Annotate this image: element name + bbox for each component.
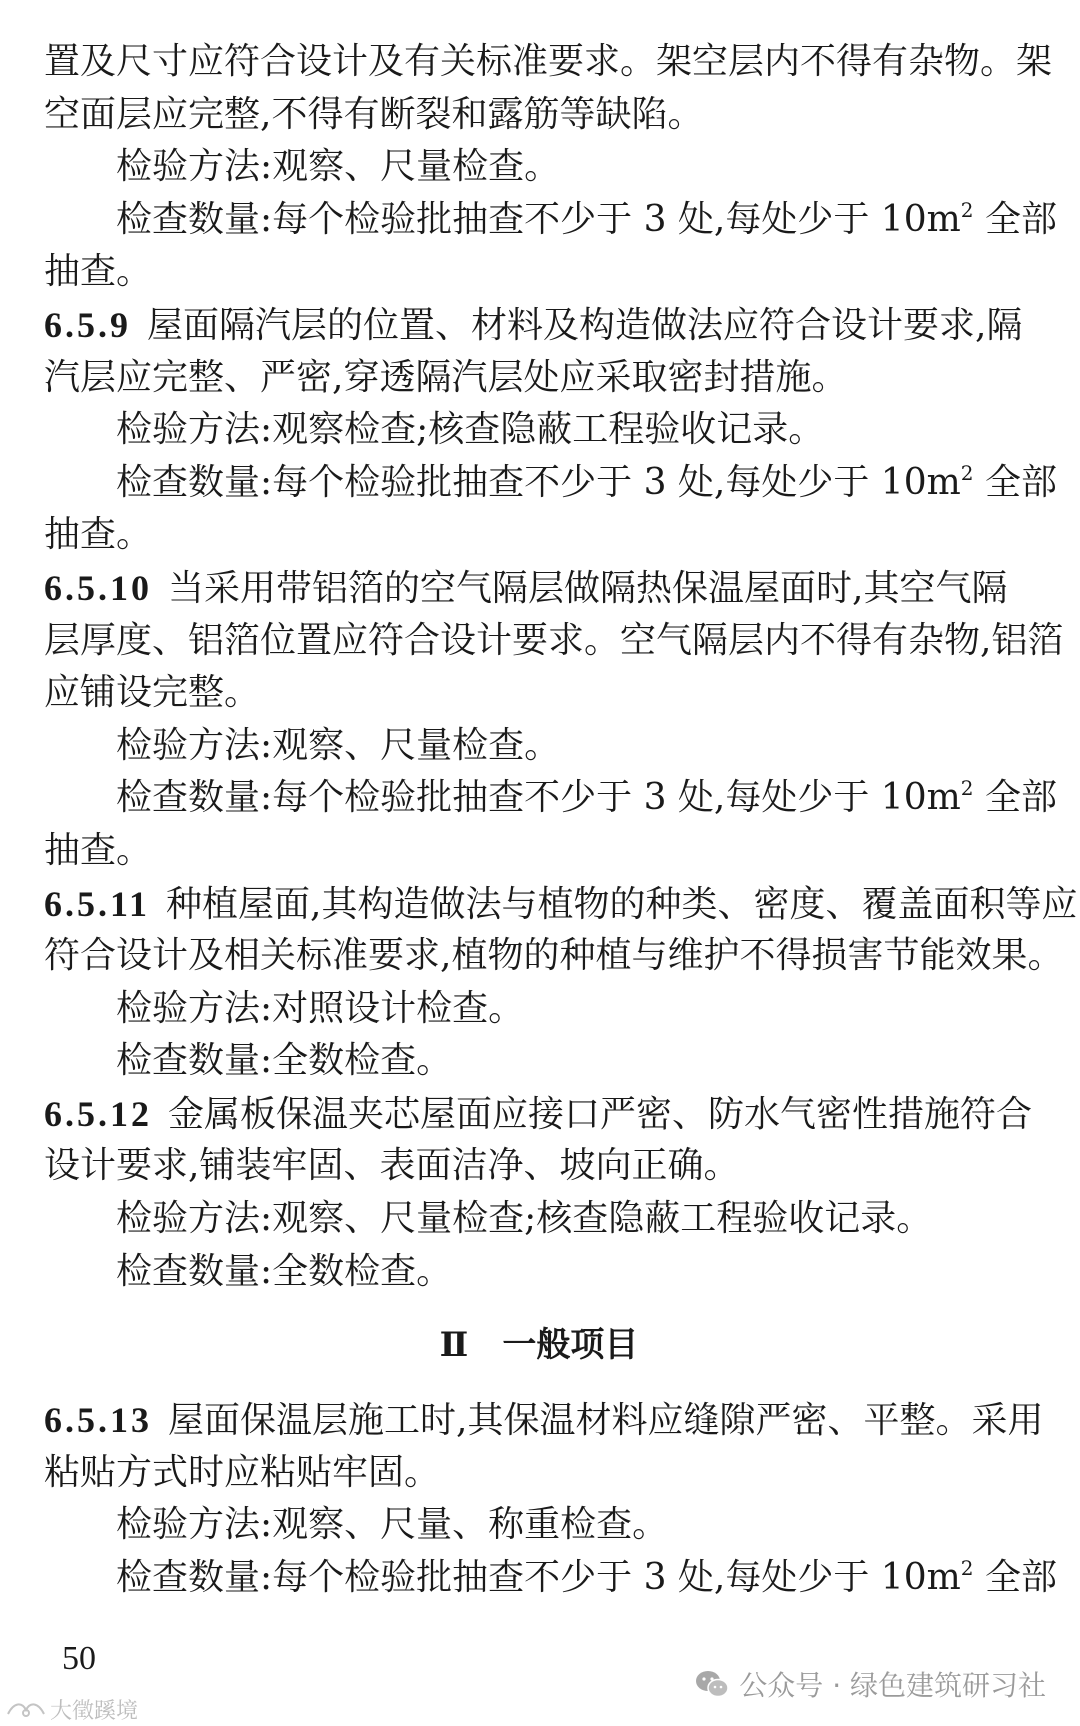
inspection-quantity-line: 检查数量:每个检验批抽查不少于 3 处,每处少于 $10m^2$ 全部	[116, 1556, 1057, 1599]
inspection-method-line: 检验方法:观察、尺量、称重检查。	[116, 1504, 669, 1546]
document-page	[44, 36, 1078, 1605]
text-line: 应铺设完整。	[44, 672, 261, 714]
section-heading-general-items	[44, 1306, 1034, 1384]
clause-6-5-10: 6.5.10 当采用带铝箔的空气隔层做隔热保温屋面时,其空气隔	[44, 567, 1008, 609]
text-line: 抽查。	[44, 514, 153, 556]
text-line: 空面层应完整,不得有断裂和露筋等缺陷。	[44, 93, 704, 135]
bird-logo-icon	[6, 1698, 46, 1722]
text-line: 设计要求,铺装牢固、表面洁净、坡向正确。	[44, 1145, 740, 1187]
inspection-quantity-line: 检查数量:全数检查。	[116, 1040, 453, 1082]
section-general-items	[44, 1394, 1057, 1604]
section-title: 一般项目	[502, 1325, 639, 1366]
watermark-text: 公众号 · 绿色建筑研习社	[739, 1669, 1046, 1702]
text-line: 层厚度、铝箔位置应符合设计要求。空气隔层内不得有杂物,铝箔	[44, 619, 1064, 661]
text-line: 抽查。	[44, 829, 153, 871]
inspection-quantity-line: 检查数量:全数检查。	[116, 1250, 453, 1292]
inspection-method-line: 检验方法:观察、尺量检查。	[116, 724, 561, 766]
clause-number: 6.5.9	[44, 304, 131, 345]
inspection-method-line: 检验方法:观察、尺量检查;核查隐蔽工程验收记录。	[116, 1198, 933, 1240]
clause-number: 6.5.13	[44, 1400, 152, 1441]
inspection-method-line: 检验方法:对照设计检查。	[116, 987, 525, 1029]
clause-number: 6.5.12	[44, 1093, 152, 1134]
clause-6-5-13: 6.5.13 屋面保温层施工时,其保温材料应缝隙严密、平整。采用	[44, 1400, 1044, 1442]
inspection-method-line: 检验方法:观察检查;核查隐蔽工程验收记录。	[116, 409, 825, 451]
clause-6-5-11: 6.5.11 种植屋面,其构造做法与植物的种类、密度、覆盖面积等应	[44, 883, 1078, 925]
text-line: 置及尺寸应符合设计及有关标准要求。架空层内不得有杂物。架	[44, 41, 1053, 82]
inspection-quantity-line: 检查数量:每个检验批抽查不少于 3 处,每处少于 $10m^2$ 全部	[116, 776, 1057, 819]
text-line: 符合设计及相关标准要求,植物的种植与维护不得损害节能效果。	[44, 935, 1064, 977]
text-line: 汽层应完整、严密,穿透隔汽层处应采取密封措施。	[44, 356, 848, 398]
clause-number: 6.5.10	[44, 567, 152, 608]
wechat-icon	[695, 1669, 729, 1699]
clause-6-5-9: 6.5.9 屋面隔汽层的位置、材料及构造做法应符合设计要求,隔	[44, 304, 1023, 346]
inspection-quantity-line: 检查数量:每个检验批抽查不少于 3 处,每处少于 $10m^2$ 全部	[116, 460, 1057, 503]
corner-mark-text: 大徵蹊境	[50, 1699, 139, 1724]
text-line: 抽查。	[44, 251, 153, 293]
inspection-method-line: 检验方法:观察、尺量检查。	[116, 146, 561, 188]
text-line: 粘贴方式时应粘贴牢固。	[44, 1451, 441, 1493]
corner-watermark	[6, 1694, 138, 1725]
wechat-watermark	[695, 1664, 1046, 1704]
clause-6-5-12: 6.5.12 金属板保温夹芯屋面应接口严密、防水气密性措施符合	[44, 1093, 1033, 1135]
section-roman-numeral: Ⅱ	[439, 1327, 469, 1365]
inspection-quantity-line: 检查数量:每个检验批抽查不少于 3 处,每处少于 $10m^2$ 全部	[116, 197, 1057, 240]
section-main-items	[44, 36, 1078, 1298]
clause-number: 6.5.11	[44, 883, 151, 924]
page-number: 50	[62, 1640, 96, 1677]
